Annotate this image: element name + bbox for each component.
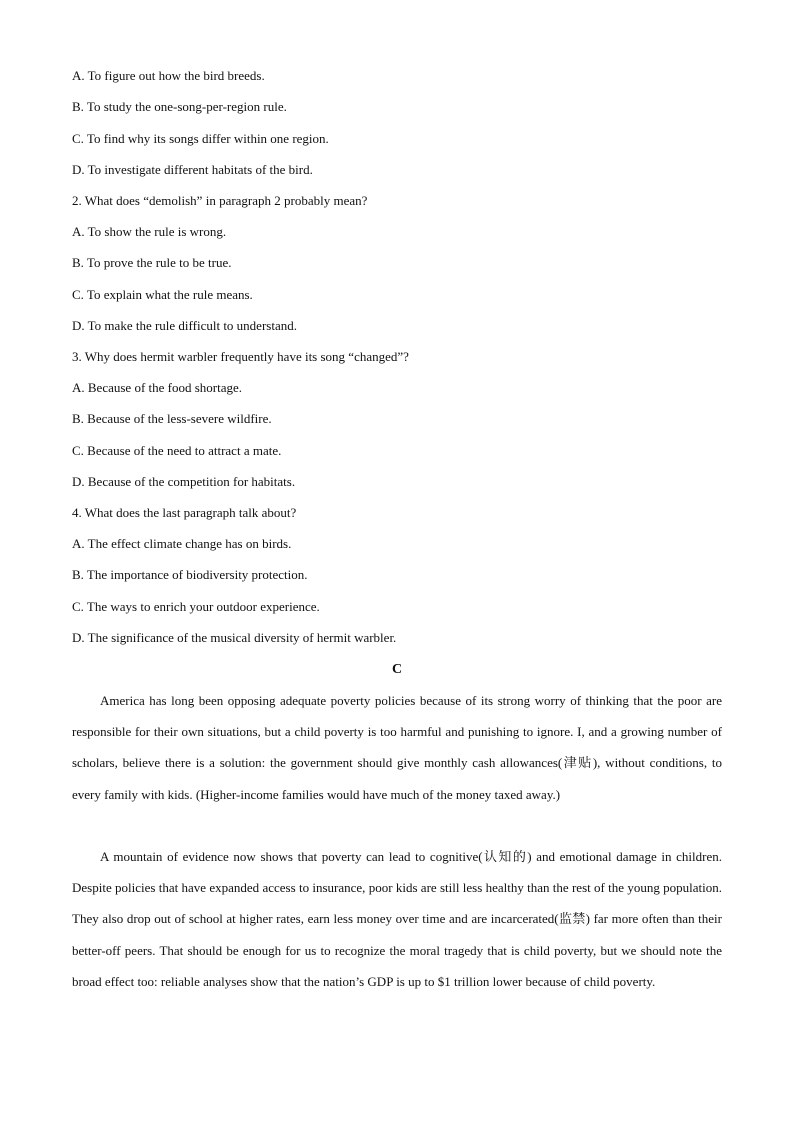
q3-option-a: A. Because of the food shortage. — [72, 380, 243, 395]
q3-stem: 3. Why does hermit warbler frequently have its song “changed”? — [72, 349, 409, 364]
section-c-heading: C — [391, 662, 403, 677]
q4-option-a: A. The effect climate change has on birds. — [72, 536, 292, 551]
q2-stem: 2. What does “demolish” in paragraph 2 probably mean? — [72, 193, 368, 208]
q1-option-c: C. To find why its songs differ within one region. — [72, 131, 329, 146]
q4-option-c: C. The ways to enrich your outdoor experience. — [72, 599, 320, 614]
q4-option-d: D. The significance of the musical diversity of hermit warbler. — [72, 630, 397, 645]
section-c-paragraph-1: America has long been opposing adequate poverty policies because of its strong worry of thinking that the poor are responsible for their own situations, but a child poverty is too harmful and punishing to ignore. I, and a growing number of scholars, believe there is a solution: the government should give monthly cash allowances(津贴), without conditions, to every family with kids. (Higher-income families would have much of the money taxed away.) — [72, 693, 722, 802]
q2-option-d: D. To make the rule difficult to understand. — [72, 318, 297, 333]
q3-option-b: B. Because of the less-severe wildfire. — [72, 411, 272, 426]
q2-option-b: B. To prove the rule to be true. — [72, 255, 232, 270]
q2-option-a: A. To show the rule is wrong. — [72, 224, 227, 239]
q1-option-d: D. To investigate different habitats of the bird. — [72, 162, 313, 177]
q3-option-d: D. Because of the competition for habitats. — [72, 474, 296, 489]
q2-option-c: C. To explain what the rule means. — [72, 287, 253, 302]
q4-option-b: B. The importance of biodiversity protection. — [72, 567, 308, 582]
q4-stem: 4. What does the last paragraph talk about? — [72, 505, 297, 520]
q3-option-c: C. Because of the need to attract a mate. — [72, 443, 282, 458]
q1-option-b: B. To study the one-song-per-region rule. — [72, 99, 287, 114]
q1-option-a: A. To figure out how the bird breeds. — [72, 68, 265, 83]
section-c-paragraph-2: A mountain of evidence now shows that poverty can lead to cognitive(认知的) and emotional damage in children. Despite policies that have expanded access to insurance, poor kids are still less healthy than the rest of the young population. They also drop out of school at higher rates, earn less money over time and are incarcerated(监禁) far more often than their better-off peers. That should be enough for us to recognize the moral tragedy that is child poverty, but we should note the broad effect too: reliable analyses show that the nation’s GDP is up to $1 trillion lower because of child poverty. — [72, 849, 722, 989]
